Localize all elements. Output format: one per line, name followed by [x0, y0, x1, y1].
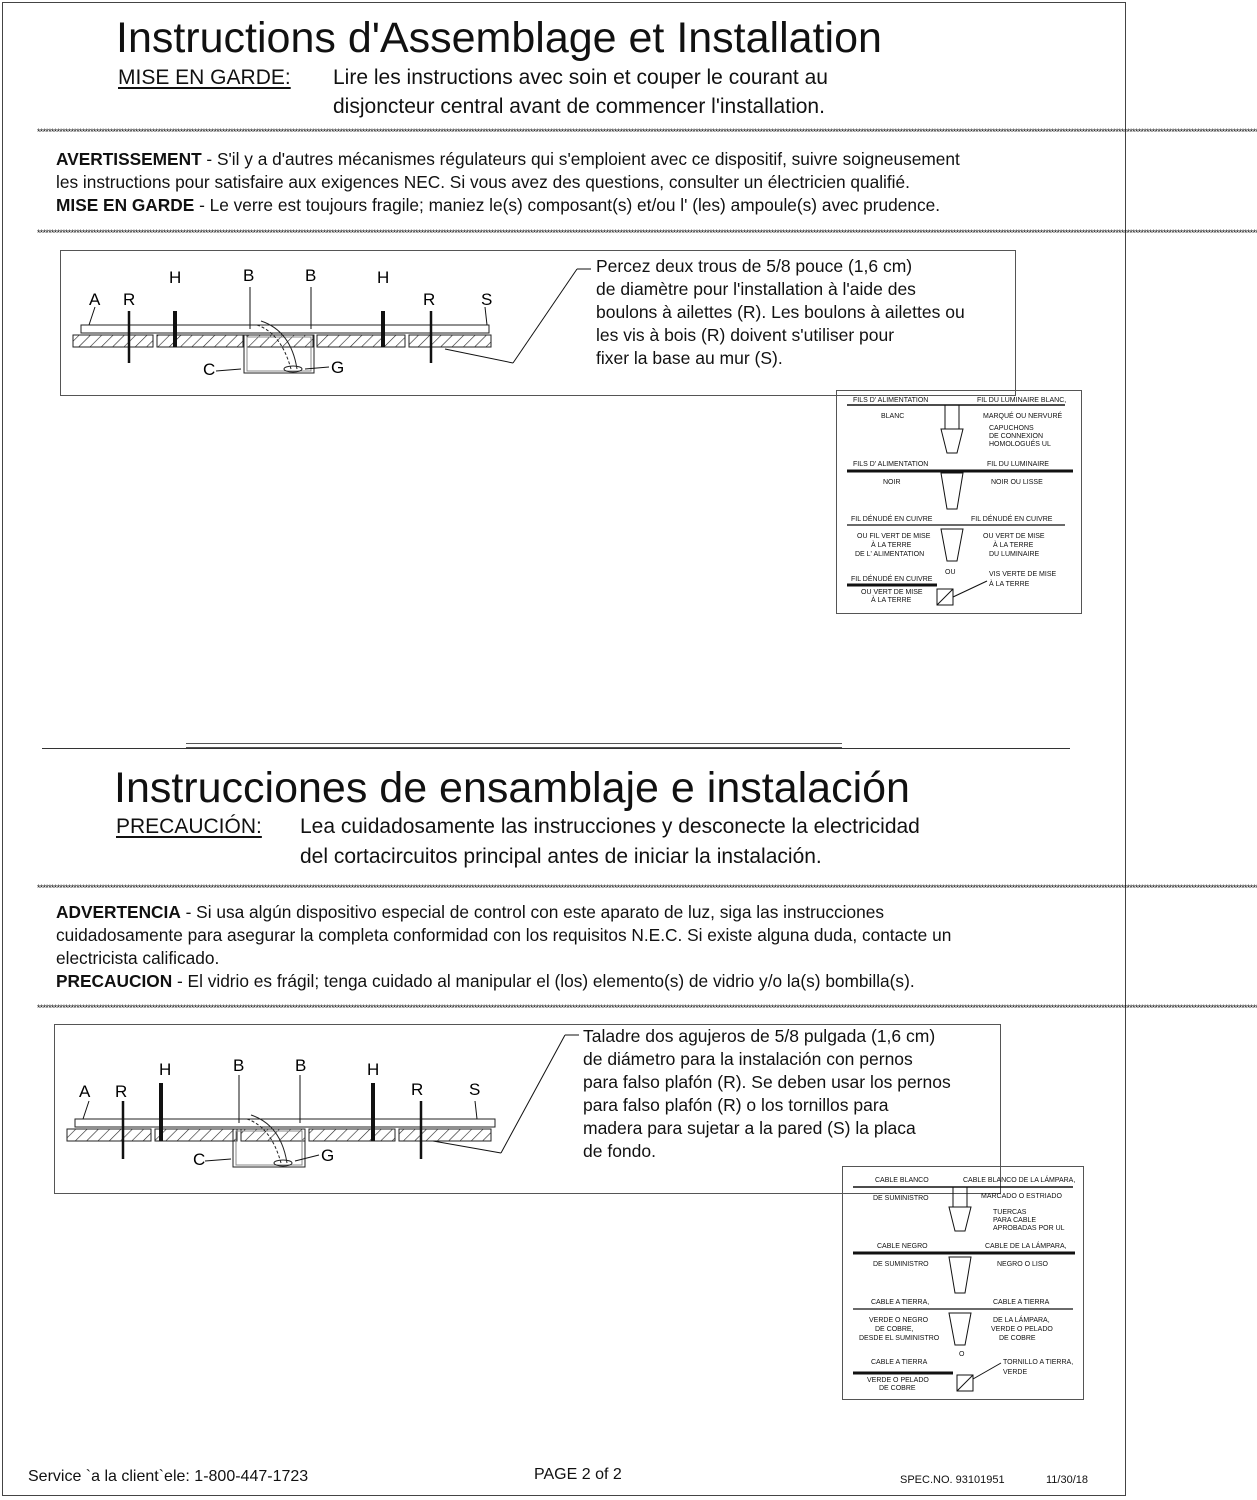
wiring-label: CABLE NEGRO — [877, 1243, 928, 1250]
label-b: B — [243, 266, 255, 285]
wiring-label: DE L' ALIMENTATION — [855, 551, 925, 558]
spanish-wiring-diagram — [842, 1166, 1084, 1400]
section-divider-double — [186, 743, 842, 748]
wiring-label: OU FIL VERT DE MISE — [857, 533, 931, 540]
wiring-label: À LA TERRE — [993, 542, 1034, 549]
french-install-note: Percez deux trous de 5/8 pouce (1,6 cm) de diamètre pour l'installation à l'aide des boulons à ailettes (R). Les boulons à ailettes ou les vis à bois (R) doivent s'utiliser pour fixer la base au mur (S). — [596, 256, 965, 368]
section-divider — [42, 748, 1070, 749]
wiring-label: CAPUCHONS — [989, 425, 1034, 432]
wiring-label: NEGRO O LISO — [997, 1261, 1048, 1268]
french-installation-diagram — [60, 250, 1016, 396]
spec-number: SPEC.NO. 93101951 — [900, 1474, 1005, 1486]
wiring-label: VERDE O NEGRO — [869, 1317, 929, 1324]
label-a: A — [89, 290, 101, 309]
french-warning-text1: - S'il y a d'autres mécanismes régulateurs qui s'emploient avec ce dispositif, suivre soigneusement — [201, 149, 960, 169]
wiring-label: À LA TERRE — [871, 597, 912, 604]
french-glass-text: - Le verre est toujours fragile; maniez le(s) composant(s) et/ou l' (les) ampoule(s) avec prudence. — [194, 195, 941, 215]
wiring-label: DESDE EL SUMINISTRO — [859, 1335, 940, 1342]
french-caution-line1: Lire les instructions avec soin et couper le courant au — [333, 66, 828, 89]
wiring-label: MARQUÉ OU NERVURÉ — [983, 413, 1063, 420]
label-r: R — [411, 1080, 424, 1099]
wiring-label: FIL DU LUMINAIRE — [987, 461, 1049, 468]
label-h: H — [169, 268, 182, 287]
wiring-label: DE CONNEXION — [989, 433, 1044, 440]
wiring-label: OU VERT DE MISE — [861, 589, 923, 596]
spanish-caution-line2: del cortacircuitos principal antes de iniciar la instalación. — [300, 845, 822, 868]
french-caution-line2: disjoncteur central avant de commencer l'installation. — [333, 95, 825, 118]
wiring-label: DU LUMINAIRE — [989, 551, 1040, 558]
label-b: B — [305, 266, 317, 285]
label-h: H — [377, 268, 390, 287]
label-r: R — [115, 1082, 128, 1101]
spanish-warning-text1: - Si usa algún dispositivo especial de control con este aparato de luz, siga las instrucciones — [180, 902, 884, 922]
wiring-label: À LA TERRE — [871, 542, 912, 549]
wiring-label: VERDE O PELADO — [991, 1326, 1053, 1333]
wiring-label: NOIR OU LISSE — [991, 479, 1043, 486]
wiring-label: DE SUMINISTRO — [873, 1195, 929, 1202]
label-b: B — [295, 1056, 307, 1075]
spanish-caution-line1: Lea cuidadosamente las instrucciones y desconecte la electricidad — [300, 815, 920, 838]
wiring-label: NOIR — [883, 479, 901, 486]
spanish-install-note: Taladre dos agujeros de 5/8 pulgada (1,6 cm) de diámetro para la instalación con pernos para falso plafón (R). Se deben usar los pernos para falso plafón (R) o los tornillos para madera para sujetar a la pared (S) la placa de fondo. — [583, 1026, 951, 1161]
french-warning-text2: les instructions pour satisfaire aux exigences NEC. Si vous avez des questions, consulter un électricien qualifié. — [56, 172, 910, 192]
wiring-label: CABLE BLANCO — [875, 1177, 929, 1184]
asterisk-divider: **************************************************************************************************************************************************************************************************************************************************************************************************************************************************************************************************************************************************** — [36, 128, 1257, 138]
wiring-label: DE COBRE — [999, 1335, 1036, 1342]
wiring-label: O — [959, 1351, 965, 1358]
spanish-glass-text: - El vidrio es frágil; tenga cuidado al manipular el (los) elemento(s) de vidrio y/o la(s) bombilla(s). — [172, 971, 915, 991]
french-warning-block — [56, 148, 1086, 217]
french-caution-label: MISE EN GARDE: — [118, 66, 291, 89]
wiring-label: DE COBRE, — [875, 1326, 914, 1333]
label-h: H — [367, 1060, 380, 1079]
label-s: S — [469, 1080, 481, 1099]
wiring-label: DE LA LÁMPARA, — [993, 1317, 1050, 1324]
label-s: S — [481, 290, 493, 309]
wiring-label: VERDE — [1003, 1369, 1028, 1376]
spanish-warning-text2: cuidadosamente para asegurar la completa conformidad con los requisitos N.E.C. Si existe alguna duda, contacte un — [56, 925, 952, 945]
asterisk-divider: **************************************************************************************************************************************************************************************************************************************************************************************************************************************************************************************************************************************************** — [36, 229, 1257, 239]
french-warning-label: AVERTISSEMENT — [56, 149, 202, 169]
wiring-label: BLANC — [881, 413, 905, 420]
asterisk-divider: **************************************************************************************************************************************************************************************************************************************************************************************************************************************************************************************************************************************************** — [36, 884, 1257, 894]
wiring-label: VIS VERTE DE MISE — [989, 571, 1057, 578]
wiring-label: CABLE A TIERRA — [993, 1299, 1050, 1306]
wiring-label: CABLE BLANCO DE LA LÁMPARA, — [963, 1177, 1076, 1184]
label-r: R — [123, 290, 136, 309]
wiring-label: FILS D' ALIMENTATION — [853, 397, 929, 404]
label-a: A — [79, 1082, 91, 1101]
wiring-label: À LA TERRE — [989, 581, 1030, 588]
wiring-label: OU VERT DE MISE — [983, 533, 1045, 540]
wiring-label: OU — [945, 569, 956, 576]
page-number: PAGE 2 of 2 — [534, 1466, 622, 1483]
asterisk-divider: **************************************************************************************************************************************************************************************************************************************************************************************************************************************************************************************************************************************************** — [36, 1004, 1257, 1014]
wiring-label: APROBADAS POR UL — [993, 1225, 1065, 1232]
spanish-title: Instrucciones de ensamblaje e instalación — [114, 764, 910, 812]
french-glass-label: MISE EN GARDE — [56, 195, 195, 215]
wiring-label: DE SUMINISTRO — [873, 1261, 929, 1268]
customer-service-phone: Service `a la client`ele: 1-800-447-1723 — [28, 1468, 309, 1485]
wiring-label: PARA CABLE — [993, 1217, 1037, 1224]
label-c: C — [193, 1150, 206, 1169]
wiring-label: CABLE A TIERRA, — [871, 1299, 930, 1306]
document-date: 11/30/18 — [1046, 1474, 1089, 1486]
wiring-label: MARCADO O ESTRIADO — [981, 1193, 1062, 1200]
label-r: R — [423, 290, 436, 309]
wiring-label: TORNILLO A TIERRA, — [1003, 1359, 1074, 1366]
label-c: C — [203, 360, 216, 379]
french-wiring-diagram — [836, 390, 1082, 614]
wiring-label: FIL DU LUMINAIRE BLANC, — [977, 397, 1067, 404]
french-title: Instructions d'Assemblage et Installation — [116, 14, 882, 62]
spanish-warning-label: ADVERTENCIA — [56, 902, 181, 922]
label-h: H — [159, 1060, 172, 1079]
wiring-label: FIL DÉNUDÉ EN CUIVRE — [971, 516, 1053, 523]
wiring-label: FIL DÉNUDÉ EN CUIVRE — [851, 576, 933, 583]
wiring-label: CABLE A TIERRA — [871, 1359, 928, 1366]
spanish-caution-label: PRECAUCIÓN: — [116, 815, 262, 838]
wiring-label: CABLE DE LA LÁMPARA, — [985, 1243, 1067, 1250]
wiring-label: VERDE O PELADO — [867, 1377, 929, 1384]
label-g: G — [331, 358, 345, 377]
wiring-label: FILS D' ALIMENTATION — [853, 461, 929, 468]
spanish-warning-block — [56, 901, 1086, 993]
spanish-glass-label: PRECAUCION — [56, 971, 173, 991]
wiring-label: TUERCAS — [993, 1209, 1027, 1216]
label-g: G — [321, 1146, 335, 1165]
spanish-warning-text3: electricista calificado. — [56, 948, 220, 968]
wiring-label: FIL DÉNUDÉ EN CUIVRE — [851, 516, 933, 523]
wiring-label: HOMOLOGUÉS UL — [989, 441, 1051, 448]
wiring-label: DE COBRE — [879, 1385, 916, 1392]
label-b: B — [233, 1056, 245, 1075]
